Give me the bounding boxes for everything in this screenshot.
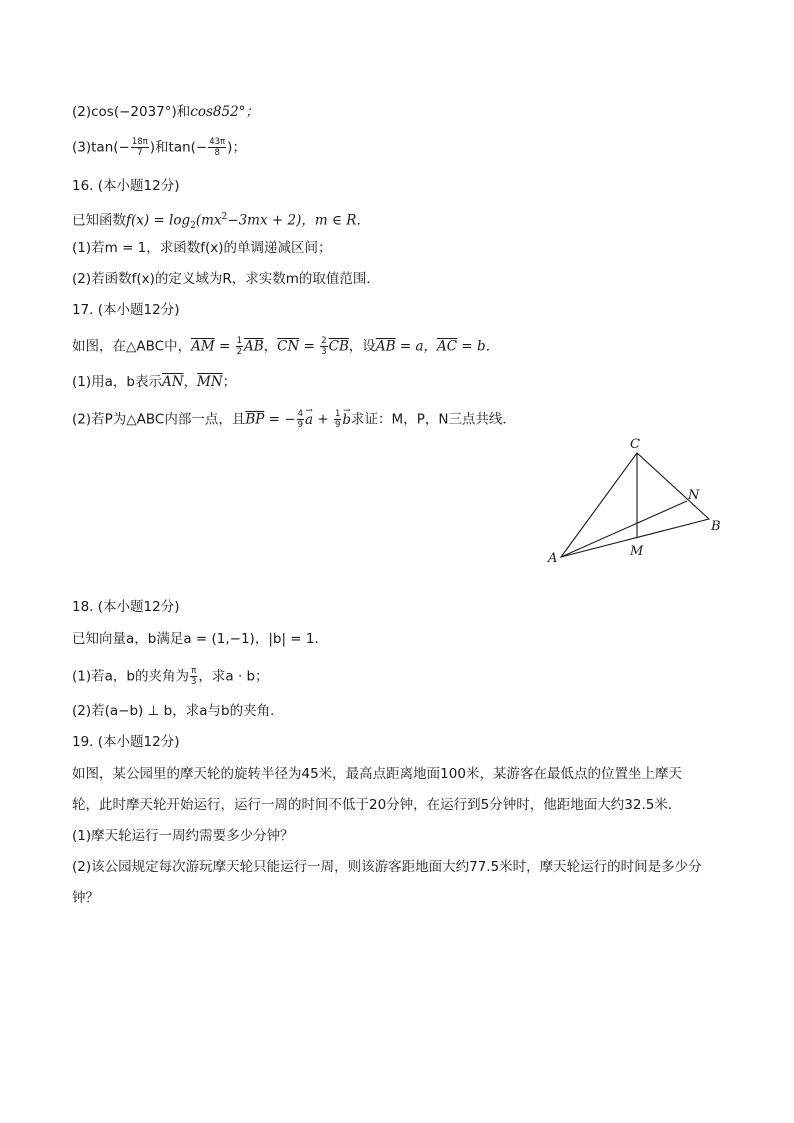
label-c: C xyxy=(630,437,640,452)
fraction-18pi-7: $\frac{18\pi}{7}$ xyxy=(131,137,148,158)
q18-stem: 已知向量a，b满足a = (1,−1)，|b| = 1． xyxy=(72,631,328,647)
q19-part1: (1)摩天轮运行一周约需要多少分钟？ xyxy=(72,828,294,844)
q18-part1: (1)若a，b的夹角为 $\frac{\pi}{3}$ ，求a · b； xyxy=(72,666,269,687)
q19-stem-line1: 如图，某公园里的摩天轮的旋转半径为45米，最高点距离地面100米，某游客在最低点的位置坐上摩天 xyxy=(72,766,682,782)
q19-stem-line2: 轮，此时摩天轮开始运行，运行一周的时间不低于20分钟，在运行到5分钟时，他距地面大约32.5米． xyxy=(72,797,682,813)
fraction-43pi-8: $\frac{43\pi}{8}$ xyxy=(209,137,226,158)
q15-part3: (3)tan(− $\frac{18\pi}{7}$ )和tan(− $\frac{43\pi}{8}$ )； xyxy=(72,137,246,158)
q16-stem: 已知函数$f(x) = \log_2(mx^2-3mx + 2)$，m ∈ R． xyxy=(72,212,370,232)
label-n: N xyxy=(688,488,700,503)
label-b: B xyxy=(711,519,721,534)
segment-an xyxy=(561,501,687,557)
label-m: M xyxy=(630,544,644,559)
q19-part2-line1: (2)该公园规定每次游玩摩天轮只能运行一周，则该游客距地面大约77.5米时，摩天轮运行的时间是多少分 xyxy=(72,859,702,875)
q16-part1: (1)若m = 1，求函数f(x)的单调递减区间； xyxy=(72,240,332,256)
label-a: A xyxy=(548,551,558,566)
q17-part2: (2)若P为△ABC内部一点，且$\overline{BP}$ = − $\frac{4}{9}$ → a + $\frac{1}{9}$ → b求证：M，P，N三点共线． xyxy=(72,409,516,430)
q18-part2: (2)若(a−b) ⊥ b，求a与b的夹角． xyxy=(72,703,284,719)
q18-header: 18. (本小题12分) xyxy=(72,599,180,615)
q19-header: 19. (本小题12分) xyxy=(72,734,180,750)
q17-stem: 如图，在△ABC中，$\overline{AM}$ = $\frac{1}{2}$ $\overline{AB}$，$\overline{CN}$ = $\frac{2}{3}$ $\overline{CB}$，设$\overline{AB} = a$，$\overline{AC} = b$． xyxy=(72,336,500,357)
q19-part2-line2: 钟？ xyxy=(72,890,99,906)
q16-header: 16. (本小题12分) xyxy=(72,178,180,194)
triangle-abc xyxy=(561,453,709,557)
q16-part2: (2)若函数f(x)的定义域为R，求实数m的取值范围． xyxy=(72,271,380,287)
q15-part2: (2)cos(−2037°)和cos852°； xyxy=(72,104,259,120)
q17-part1: (1)用a，b表示$\overline{AN}$，$\overline{MN}$； xyxy=(72,374,237,390)
q17-header: 17. (本小题12分) xyxy=(72,302,180,318)
